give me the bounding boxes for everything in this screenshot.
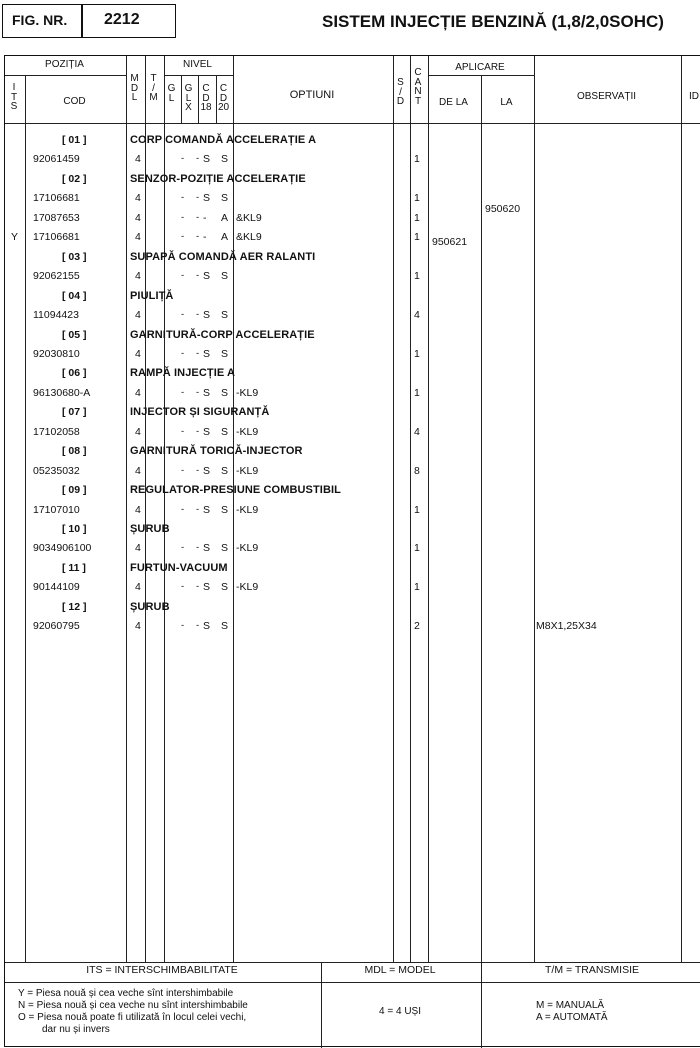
col-its: I T S (10, 82, 18, 112)
gl-level: - (181, 504, 185, 515)
quantity: 8 (414, 465, 420, 477)
part-description: FURTUN-VACUUM (130, 562, 228, 574)
col-optiuni: OPTIUNI (289, 89, 335, 101)
part-description: SUPAPĂ COMANDĂ AER RALANTI (130, 251, 316, 263)
col-la: LA (500, 97, 513, 108)
cd18-level: S (203, 620, 211, 632)
part-code: 17107010 (33, 504, 80, 516)
cd18-level: S (203, 309, 211, 321)
part-description: INJECTOR ȘI SIGURANȚĂ (130, 406, 270, 418)
tm-definition: T/M = TRANSMISIE (544, 964, 640, 976)
quantity: 1 (414, 542, 420, 554)
col-mdl: M D L (130, 73, 139, 103)
part-description: PIULIȚĂ (130, 290, 174, 302)
option-code: -KL9 (236, 581, 259, 593)
position-number: [ 01 ] (62, 134, 87, 146)
glx-level: - (196, 387, 200, 398)
part-description: GARNITURĂ-CORP ACCELERAȚIE (130, 329, 315, 341)
gl-level: - (181, 348, 185, 359)
gl-level: - (181, 387, 185, 398)
col-sd: S / D (396, 77, 405, 107)
part-code: 17102058 (33, 426, 80, 438)
quantity: 2 (414, 620, 420, 632)
part-code: 17087653 (33, 212, 80, 224)
cd20-level: S (221, 426, 229, 438)
mdl-value: 4 (135, 309, 141, 321)
position-number: [ 11 ] (62, 562, 86, 574)
option-code: &KL9 (236, 212, 262, 224)
mdl-value: 4 = 4 UȘI (379, 1006, 421, 1017)
cd18-level: - (203, 212, 207, 224)
legend-o-cont: dar nu și invers (42, 1024, 110, 1035)
gl-level: - (181, 153, 185, 164)
mdl-value: 4 (135, 620, 141, 632)
gl-level: - (181, 465, 185, 476)
tm-automatic: A = AUTOMATĂ (536, 1012, 608, 1023)
its-definition: ITS = INTERSCHIMBABILITATE (86, 964, 238, 976)
mdl-value: 4 (135, 231, 141, 243)
cd18-level: S (203, 270, 211, 282)
position-number: [ 08 ] (62, 445, 87, 457)
position-number: [ 03 ] (62, 251, 87, 263)
part-description: GARNITURĂ TORICĂ-INJECTOR (130, 445, 303, 457)
part-code: 92060795 (33, 620, 80, 632)
parts-table (4, 55, 700, 1047)
quantity: 1 (414, 270, 420, 282)
part-code: 92030810 (33, 348, 80, 360)
mdl-value: 4 (135, 212, 141, 224)
col-nivel: NIVEL (183, 59, 212, 70)
col-glx: G L X (184, 83, 193, 113)
col-cant: C A N T (414, 67, 422, 107)
part-code: 05235032 (33, 465, 80, 477)
observation: M8X1,25X34 (536, 620, 597, 632)
cd18-level: - (203, 231, 207, 243)
glx-level: - (196, 465, 200, 476)
option-code: &KL9 (236, 231, 262, 243)
mdl-value: 4 (135, 192, 141, 204)
mdl-value: 4 (135, 581, 141, 593)
its-code: Y (11, 231, 19, 243)
position-number: [ 02 ] (62, 173, 87, 185)
part-description: RAMPĂ INJECȚIE A (130, 367, 236, 379)
mdl-value: 4 (135, 387, 141, 399)
glx-level: - (196, 620, 200, 631)
cd18-level: S (203, 192, 211, 204)
mdl-value: 4 (135, 426, 141, 438)
part-description: ȘURUB (130, 601, 170, 613)
mdl-value: 4 (135, 153, 141, 165)
mdl-value: 4 (135, 270, 141, 282)
position-number: [ 09 ] (62, 484, 87, 496)
quantity: 1 (414, 348, 420, 360)
glx-level: - (196, 348, 200, 359)
gl-level: - (181, 212, 185, 223)
glx-level: - (196, 212, 200, 223)
gl-level: - (181, 426, 185, 437)
option-code: -KL9 (236, 387, 259, 399)
quantity: 4 (414, 309, 420, 321)
glx-level: - (196, 270, 200, 281)
mdl-value: 4 (135, 348, 141, 360)
cd18-level: S (203, 581, 211, 593)
position-number: [ 07 ] (62, 406, 87, 418)
cd18-level: S (203, 153, 211, 165)
cd20-level: S (221, 270, 229, 282)
gl-level: - (181, 192, 185, 203)
cd20-level: S (221, 387, 229, 399)
part-code: 9034906100 (33, 542, 92, 554)
cd18-level: S (203, 504, 211, 516)
part-description: SENZOR-POZIȚIE ACCELERAȚIE (130, 173, 306, 185)
gl-level: - (181, 620, 185, 631)
part-code: 17106681 (33, 192, 80, 204)
col-gl: G L (167, 83, 176, 104)
col-cod: COD (63, 96, 86, 107)
cd20-level: S (221, 542, 229, 554)
cd20-level: A (221, 212, 229, 224)
cd18-level: S (203, 426, 211, 438)
cd20-level: S (221, 504, 229, 516)
cd20-level: S (221, 348, 229, 360)
part-code: 96130680-A (33, 387, 91, 399)
option-code: -KL9 (236, 426, 259, 438)
tm-manual: M = MANUALĂ (536, 1000, 605, 1011)
cd20-level: S (221, 153, 229, 165)
col-aplicare: APLICARE (455, 62, 505, 73)
col-de-la: DE LA (439, 97, 468, 108)
cd20-level: S (221, 581, 229, 593)
col-pozitia: POZIȚIA (45, 59, 84, 70)
quantity: 1 (414, 504, 420, 516)
apply-to: 950620 (485, 203, 521, 215)
quantity: 1 (414, 231, 420, 243)
option-code: -KL9 (236, 542, 259, 554)
cd20-level: S (221, 192, 229, 204)
mdl-value: 4 (135, 465, 141, 477)
quantity: 1 (414, 192, 420, 204)
quantity: 1 (414, 581, 420, 593)
gl-level: - (181, 581, 185, 592)
glx-level: - (196, 192, 200, 203)
gl-level: - (181, 542, 185, 553)
option-code: -KL9 (236, 465, 259, 477)
part-description: ȘURUB (130, 523, 170, 535)
mdl-value: 4 (135, 504, 141, 516)
part-description: CORP COMANDĂ ACCELERAȚIE A (130, 134, 317, 146)
position-number: [ 04 ] (62, 290, 87, 302)
glx-level: - (196, 153, 200, 164)
part-code: 90144109 (33, 581, 80, 593)
glx-level: - (196, 504, 200, 515)
part-code: 17106681 (33, 231, 80, 243)
col-id: ID (689, 91, 699, 102)
col-cd18: C D 18 (200, 83, 212, 113)
cd18-level: S (203, 348, 211, 360)
col-cd20: C D 20 (217, 83, 230, 113)
position-number: [ 05 ] (62, 329, 87, 341)
part-code: 92062155 (33, 270, 80, 282)
position-number: [ 10 ] (62, 523, 87, 535)
figure-label: FIG. NR. (12, 12, 68, 28)
glx-level: - (196, 581, 200, 592)
col-observatii: OBSERVAȚII (576, 91, 637, 102)
part-code: 11094423 (33, 309, 79, 321)
glx-level: - (196, 542, 200, 553)
cd18-level: S (203, 542, 211, 554)
part-description: REGULATOR-PRESIUNE COMBUSTIBIL (130, 484, 341, 496)
cd20-level: S (221, 465, 229, 477)
position-number: [ 12 ] (62, 601, 87, 613)
figure-number: 2212 (104, 11, 140, 28)
page-title: SISTEM INJECȚIE BENZINĂ (1,8/2,0SOHC) (322, 12, 664, 31)
quantity: 4 (414, 426, 420, 438)
quantity: 1 (414, 153, 420, 165)
glx-level: - (196, 426, 200, 437)
quantity: 1 (414, 387, 420, 399)
legend-n: N = Piesa nouă și cea veche nu sînt intershimbabile (18, 1000, 248, 1011)
cd20-level: S (221, 620, 229, 632)
apply-from: 950621 (432, 236, 468, 248)
gl-level: - (181, 309, 185, 320)
position-number: [ 06 ] (62, 367, 87, 379)
glx-level: - (196, 309, 200, 320)
quantity: 1 (414, 212, 420, 224)
legend-y: Y = Piesa nouă și cea veche sînt intershimbabile (18, 988, 234, 999)
glx-level: - (196, 231, 200, 242)
mdl-value: 4 (135, 542, 141, 554)
cd18-level: S (203, 387, 211, 399)
part-code: 92061459 (33, 153, 80, 165)
cd20-level: A (221, 231, 229, 243)
gl-level: - (181, 231, 185, 242)
col-tm: T / M (149, 73, 158, 103)
mdl-definition: MDL = MODEL (364, 964, 436, 976)
legend-o: O = Piesa nouă poate fi utilizată în locul celei vechi, (18, 1012, 247, 1023)
gl-level: - (181, 270, 185, 281)
cd18-level: S (203, 465, 211, 477)
option-code: -KL9 (236, 504, 259, 516)
cd20-level: S (221, 309, 229, 321)
